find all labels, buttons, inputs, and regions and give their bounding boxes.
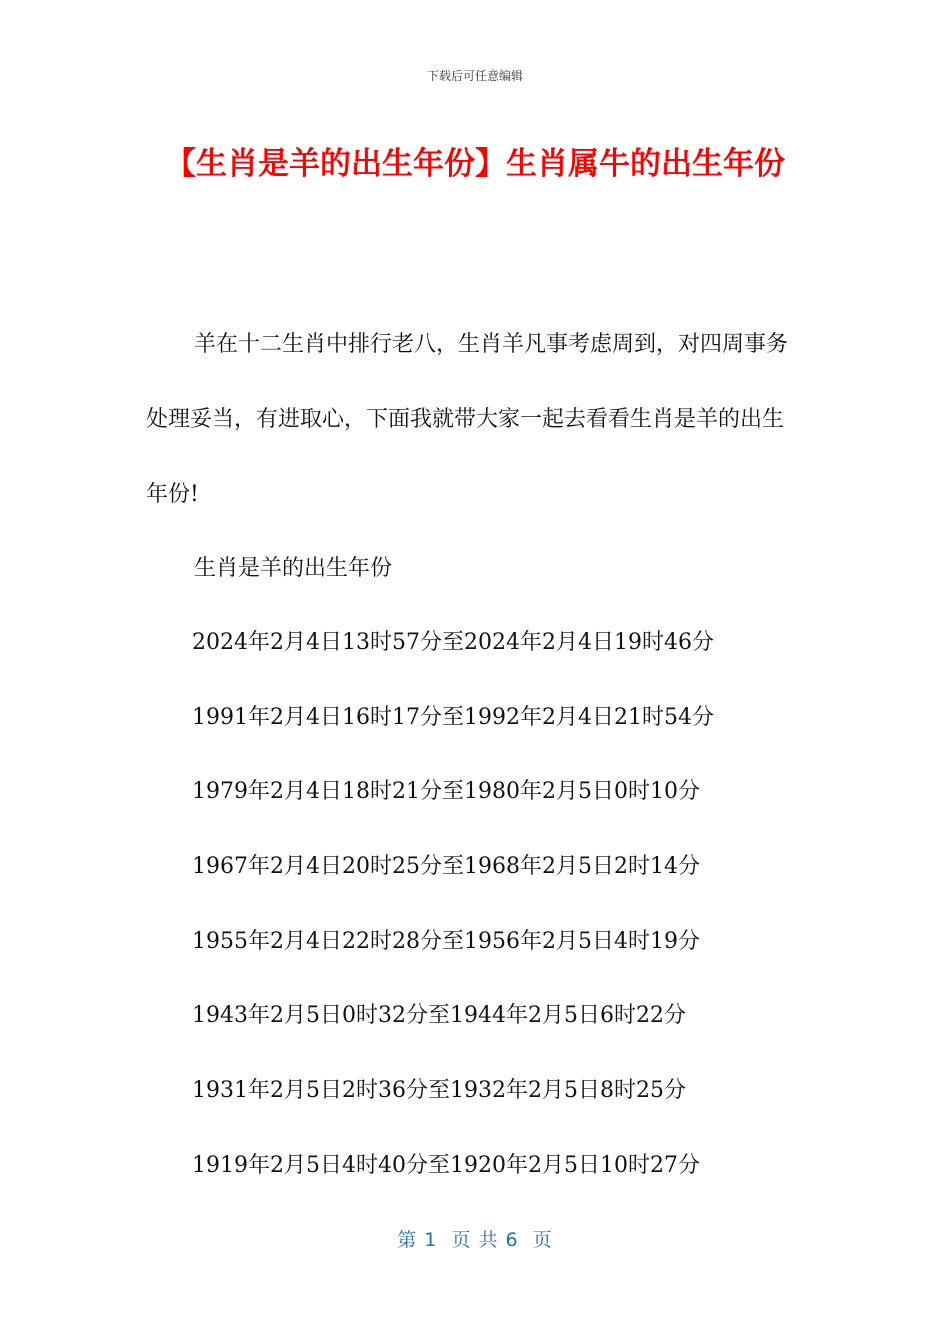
- page-footer: [0, 1225, 950, 1252]
- header-note: 下载后可任意编辑: [426, 69, 523, 83]
- intro-paragraph: 羊在十二生肖中排行老八，生肖羊凡事考虑周到，对四周事务处理妥当，有进取心，下面我就带大家一起去看看生肖是羊的出生年份!: [146, 332, 789, 507]
- date-range-item: 1979年2月4日18时21分至1980年2月5日0时10分: [192, 779, 700, 805]
- section-subheading: 生肖是羊的出生年份: [194, 556, 393, 581]
- date-range-item: 1955年2月4日22时28分至1956年2月5日4时19分: [192, 928, 700, 954]
- date-range-item: 1991年2月4日16时17分至1992年2月4日21时54分: [192, 704, 714, 730]
- date-range-item: 1931年2月5日2时36分至1932年2月5日8时25分: [192, 1078, 686, 1104]
- document-title: 【生肖是羊的出生年份】生肖属牛的出生年份: [165, 146, 785, 182]
- date-range-item: 1919年2月5日4时40分至1920年2月5日10时27分: [192, 1152, 700, 1178]
- date-range-item: 1967年2月4日20时25分至1968年2月5日2时14分: [192, 854, 700, 880]
- date-range-item: 2024年2月4日13时57分至2024年2月4日19时46分: [192, 630, 714, 655]
- date-range-item: 1943年2月5日0时32分至1944年2月5日6时22分: [192, 1003, 686, 1029]
- birth-date-list: [192, 606, 812, 1204]
- page-number-label: 第 1 页 共 6 页: [397, 1229, 553, 1251]
